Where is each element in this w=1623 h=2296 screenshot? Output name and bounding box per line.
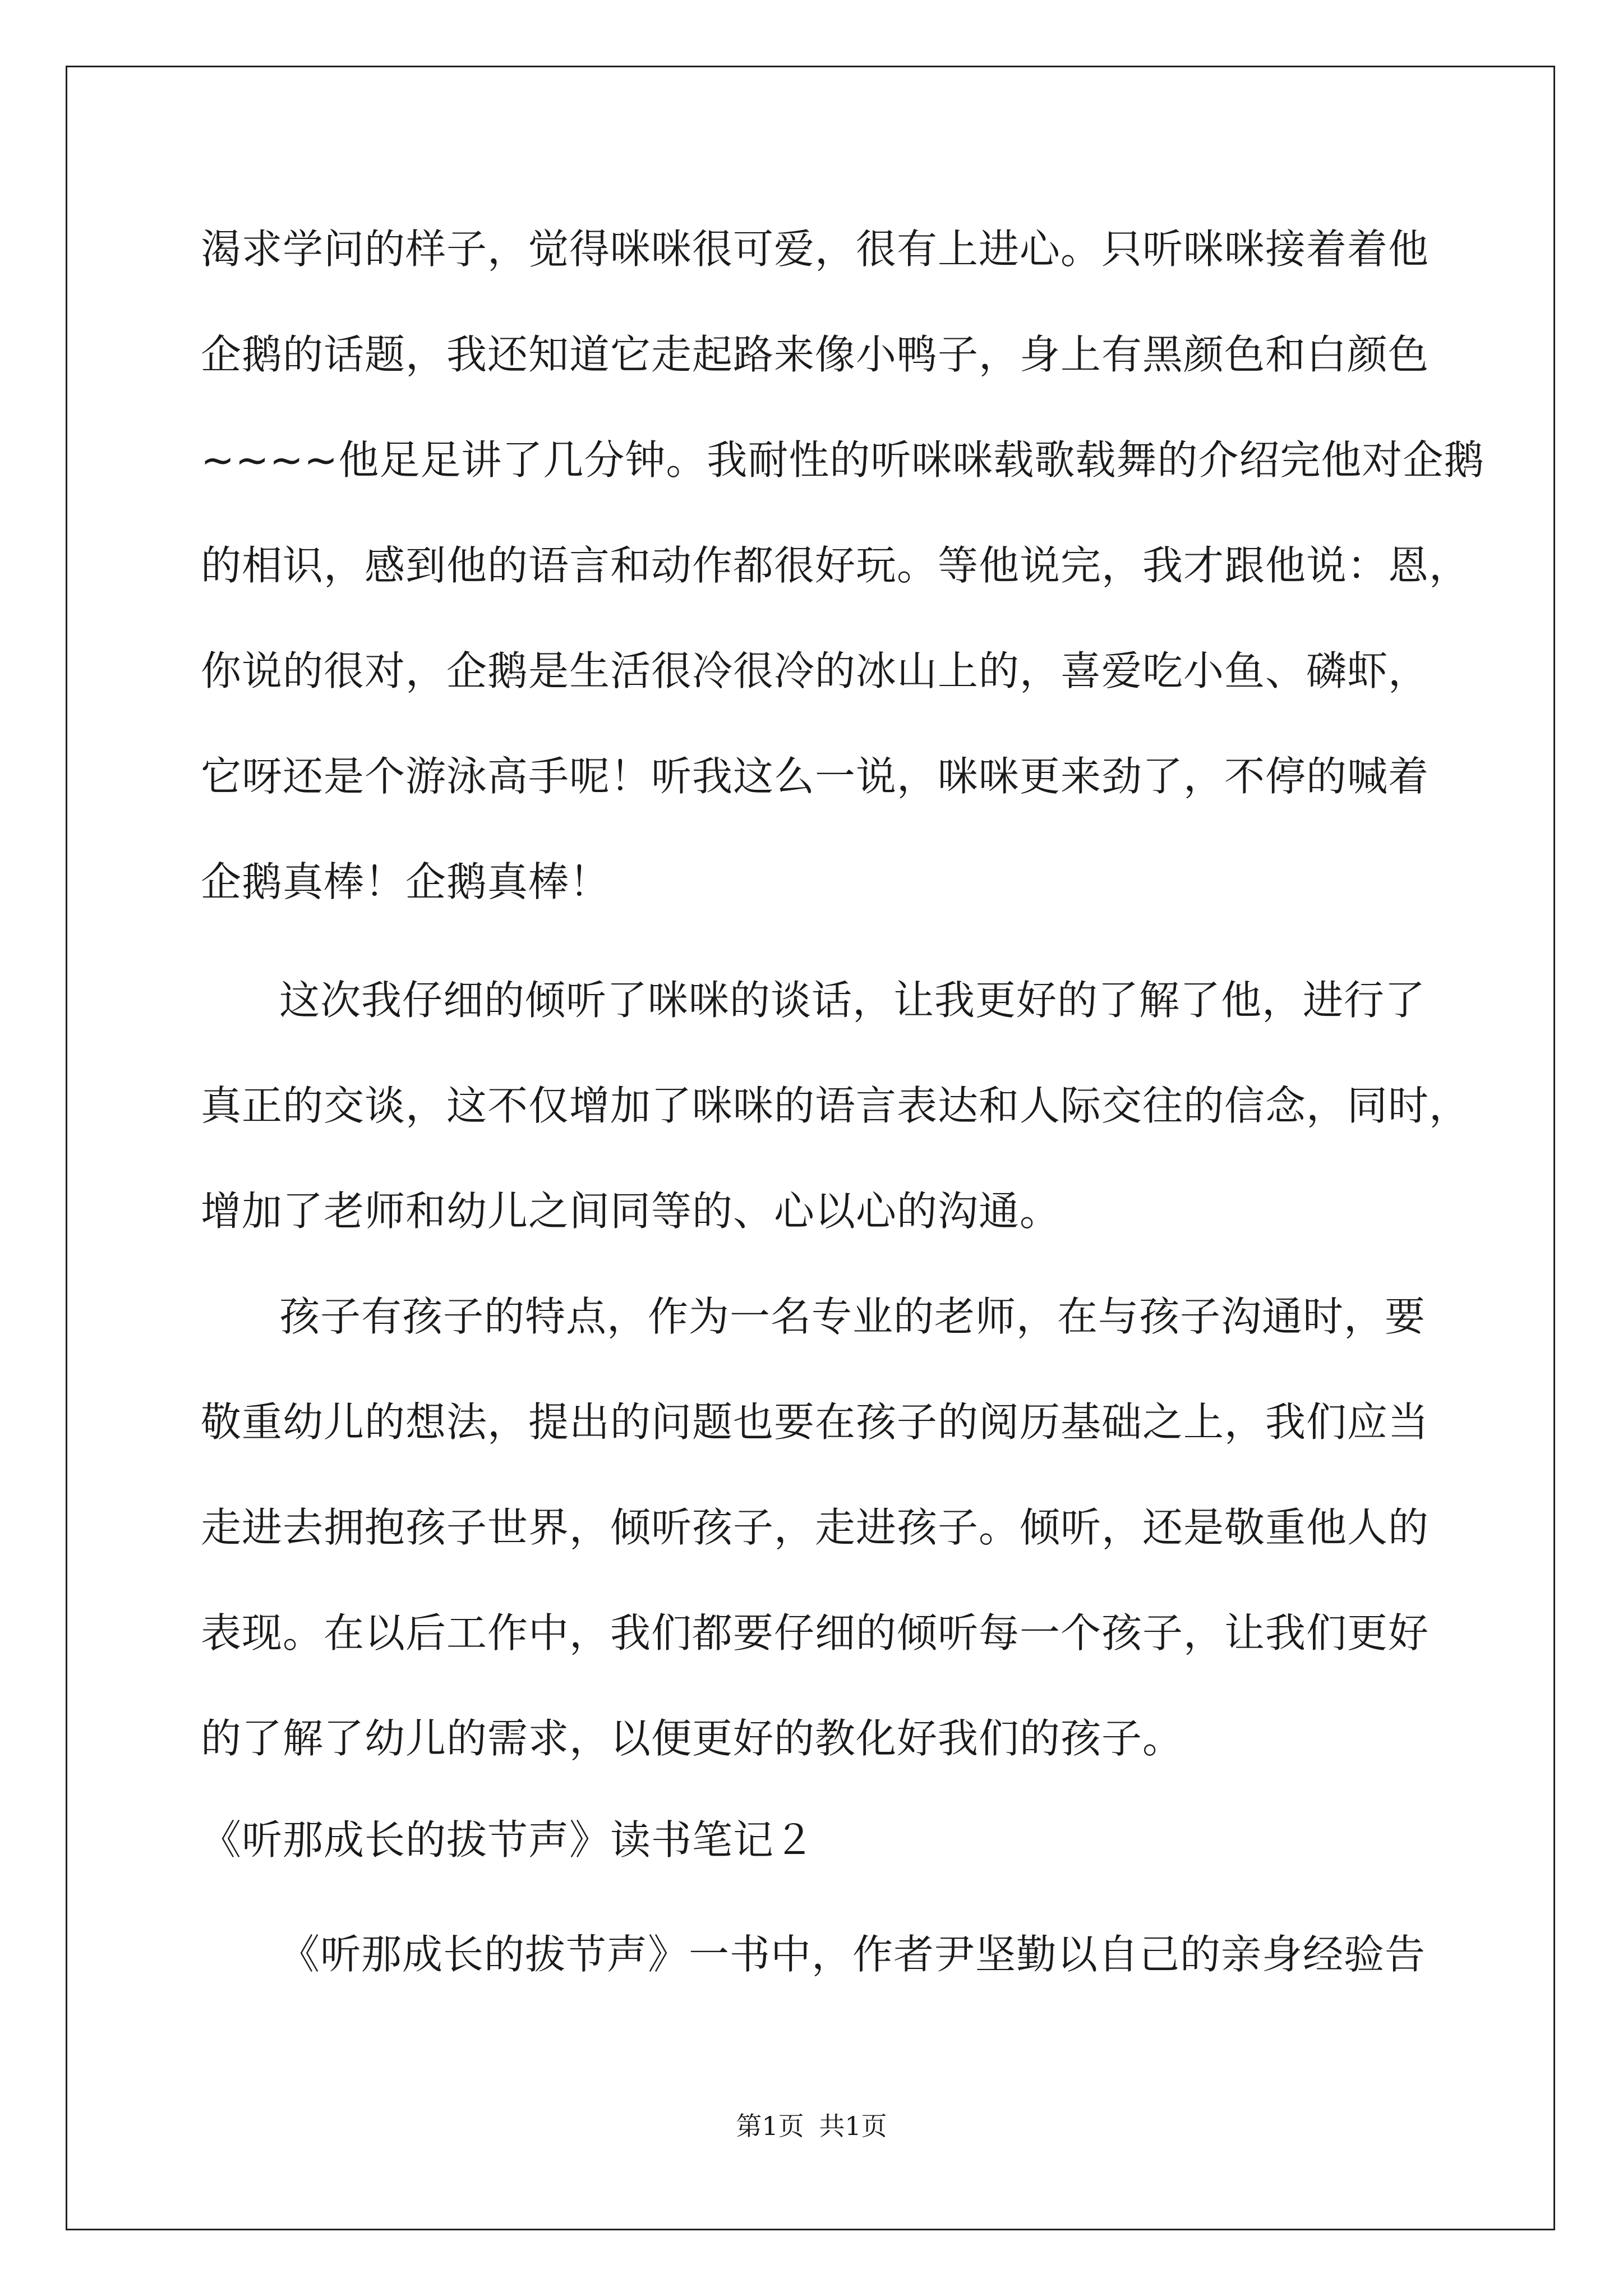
text-line: 敬重幼儿的想法，提出的问题也要在孩子的阅历基础之上，我们应当: [201, 1398, 1430, 1446]
text-line: 你说的很对，企鹅是生活很冷很冷的冰山上的，喜爱吃小鱼、磷虾，: [201, 647, 1430, 694]
page-footer: [0, 2109, 1623, 2143]
text-line: ~~~~他足足讲了几分钟。我耐性的听咪咪载歌载舞的介绍完他对企鹅: [201, 436, 1485, 484]
page-number: 第1页: [736, 2111, 804, 2141]
text-line: 渴求学问的样子，觉得咪咪很可爱，很有上进心。只听咪咪接着着他: [201, 226, 1430, 273]
text-line: 企鹅真棒！企鹅真棒！: [201, 858, 611, 905]
text-line: 走进去拥抱孩子世界，倾听孩子，走进孩子。倾听，还是敬重他人的: [201, 1504, 1430, 1551]
page-border: [66, 66, 1555, 2230]
section-heading: 《听那成长的拔节声》读书笔记２: [201, 1816, 815, 1864]
text-line: 企鹅的话题，我还知道它走起路来像小鸭子，身上有黑颜色和白颜色: [201, 331, 1430, 378]
page-total: 共1页: [819, 2111, 887, 2141]
text-line: 它呀还是个游泳高手呢！听我这么一说，咪咪更来劲了，不停的喊着: [201, 753, 1430, 800]
text-line: 的了解了幼儿的需求，以便更好的教化好我们的孩子。: [201, 1715, 1184, 1762]
text-line: 表现。在以后工作中，我们都要仔细的倾听每一个孩子，让我们更好: [201, 1609, 1430, 1657]
text-line: 的相识，感到他的语言和动作都很好玩。等他说完，我才跟他说：恩，: [201, 542, 1470, 589]
text-line: 真正的交谈，这不仅增加了咪咪的语言表达和人际交往的信念，同时，: [201, 1082, 1470, 1129]
paragraph-first-line: 这次我仔细的倾听了咪咪的谈话，让我更好的了解了他，进行了: [279, 977, 1426, 1024]
paragraph-first-line: 孩子有孩子的特点，作为一名专业的老师，在与孩子沟通时，要: [279, 1293, 1426, 1340]
paragraph-first-line: 《听那成长的拔节声》一书中，作者尹坚勤以自己的亲身经验告: [279, 1931, 1426, 1978]
text-line: 增加了老师和幼儿之间同等的、心以心的沟通。: [201, 1188, 1061, 1235]
